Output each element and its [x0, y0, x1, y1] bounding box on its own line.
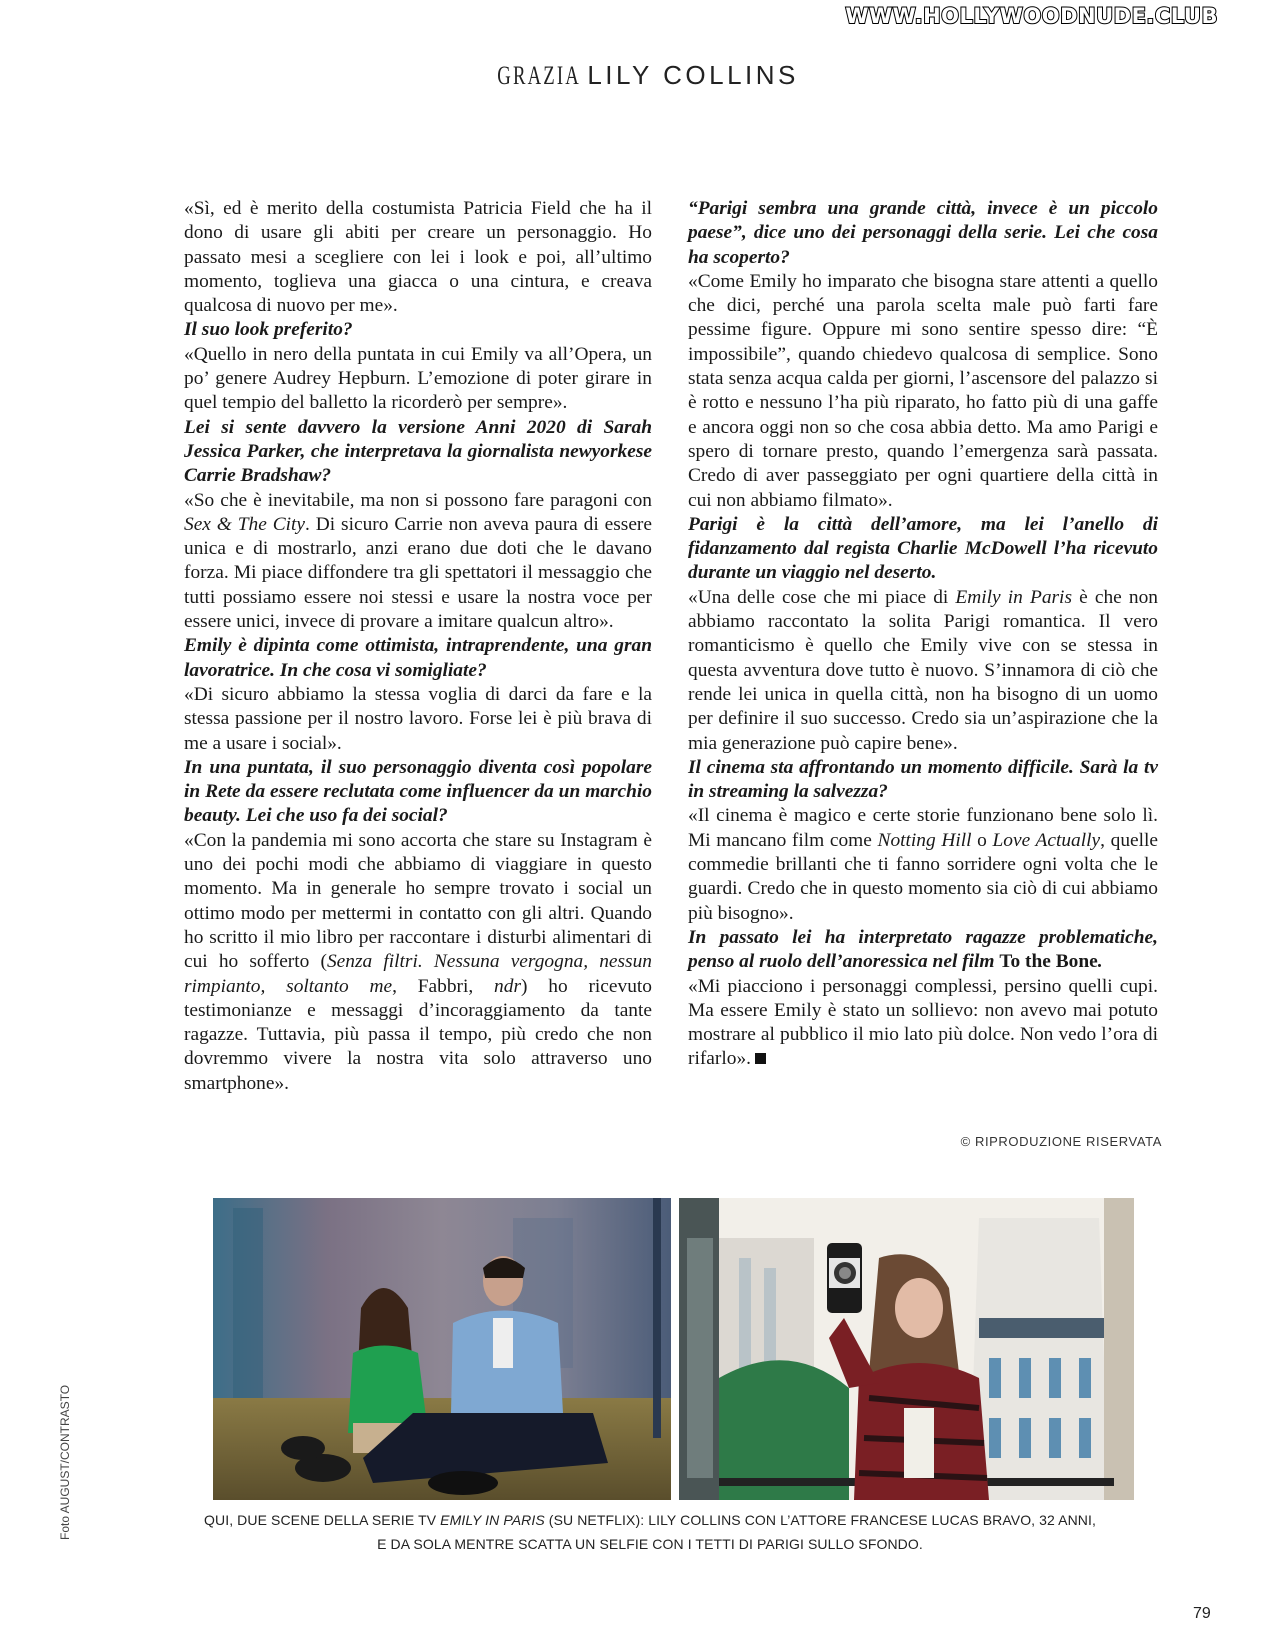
caption-line-2: E DA SOLA MENTRE SCATTA UN SELFIE CON I TETTI DI PARIGI SULLO SFONDO. — [377, 1536, 923, 1552]
text-run: «Una delle cose che mi piace di — [688, 586, 956, 608]
show-title: Emily in Paris — [955, 586, 1072, 608]
photo-credit: Foto AUGUST/CONTRASTO — [58, 1384, 72, 1540]
answer-paragraph — [688, 975, 1158, 1072]
article-subject: LILY COLLINS — [587, 60, 799, 90]
question-paragraph: Il cinema sta affrontando un momento difficile. Sarà la tv in streaming la salvezza? — [688, 756, 1158, 803]
text-run: «So che è inevitabile, ma non si possono fare paragoni con — [184, 489, 652, 511]
answer-paragraph: «Sì, ed è merito della costumista Patricia Field che ha il dono di usare gli abiti per creare un personaggio. Ho passato mesi a scegliere con lei i look e poi, all’ultimo momento, toglieva una giacca o una cintura, e creava qualcosa di nuovo per me». — [184, 198, 652, 317]
text-run: «Il cinema è magico e certe storie funzionano bene solo lì. Mi mancano film come — [688, 805, 1158, 851]
photo-selfie-scene-image — [679, 1198, 1134, 1500]
photo-sitting-scene — [213, 1198, 671, 1500]
text-run: «Mi piacciono i personaggi complessi, persino quelli cupi. Ma essere Emily è stato un sollievo: non avevo mai potuto mostrare al pubblico il mio lato più dolce. Non vedo l’ora di rifarlo». — [688, 975, 1158, 1070]
question-paragraph: Il suo look preferito? — [184, 319, 353, 341]
show-title: Sex & The City — [184, 513, 306, 535]
photo-caption — [190, 1508, 1110, 1556]
text-run: «Con la pandemia mi sono accorta che stare su Instagram è uno dei pochi modi che abbiamo di viaggiare in questo momento. Ma in generale ho sempre trovato i social un ottimo modo per mettermi in contatto con gli altri. Quando ho scritto il mio libro per raccontare i disturbi alimentari di cui ho sofferto ( — [184, 829, 652, 973]
text-run: In passato lei ha interpretato ragazze problematiche, penso al ruolo dell’anoressica nel film — [688, 926, 1158, 973]
text-run: . — [1097, 951, 1103, 973]
question-paragraph: Emily è dipinta come ottimista, intraprendente, una gran lavoratrice. In che cosa vi somigliate? — [184, 635, 652, 681]
answer-paragraph: «Di sicuro abbiamo la stessa voglia di darci da fare e la stessa passione per il nostro lavoro. Forse lei è più brava di me a usare i social». — [184, 683, 652, 754]
editor-note: ndr — [494, 975, 521, 997]
film-title: Notting Hill — [877, 829, 972, 851]
photo-sitting-scene-image — [213, 1198, 671, 1500]
text-run: ) ho ricevuto testimonianze e messaggi d’incoraggiamento da tante ragazze. Tuttavia, più passa il tempo, più credo che non dovremmo vivere la nostra vita solo attraverso uno smartphone». — [184, 975, 652, 1094]
answer-paragraph: «Come Emily ho imparato che bisogna stare attenti a quello che dici, perché una parola scelta male può farti fare pessime figure. Oppure mi sono sentire spesso dire: “È impossibile”, quando chiedevo qualcosa di semplice. Sono stata senza acqua calda per giorni, l’ascensore del palazzo si è rotto e nessuno l’ha più riparato, ho fatto più di una gaffe e ancora oggi non so che cosa abbia detto. Ma amo Parigi e spero di tornare presto, quando l’emergenza sarà passata. Credo di aver passeggiato per ogni quartiere della città in cui non abbiamo filmato». — [688, 270, 1158, 511]
magazine-brand: GRAZIA — [497, 61, 582, 90]
photo-selfie-scene — [679, 1198, 1134, 1500]
text-run: , Fabbri, — [392, 975, 495, 997]
text-run: è che non abbiamo raccontato la solita Parigi romantica. Il vero romanticismo è quello che Emily vive con se stessa in questa avventura dove tutto è nuovo. S’innamora di ciò che rende lei unica in quella città, non ha bisogno di un uomo per definire il suo successo. Credo sia un’aspirazione che la mia generazione può capire bene». — [688, 586, 1158, 754]
question-paragraph: In una puntata, il suo personaggio diventa così popolare in Rete da essere reclutata come influencer da un marchio beauty. Lei che uso fa dei social? — [184, 756, 652, 827]
film-title: To the Bone — [999, 951, 1098, 973]
text-run: (SU NETFLIX): LILY COLLINS CON L’ATTORE FRANCESE LUCAS BRAVO, 32 ANNI, — [544, 1512, 1096, 1528]
text-run: . Di sicuro Carrie non aveva paura di essere unica e di mostrarlo, anzi erano due doti che le davano forza. Mi piace diffondere tra gli spettatori il messaggio che tutti possiamo essere noi stessi e usare la nostra voce per essere unici, invece di provare a imitare qualcun altro». — [184, 513, 652, 633]
film-title: Love Actually — [992, 829, 1101, 851]
article-column-right — [688, 197, 1158, 1072]
answer-paragraph: «Quello in nero della puntata in cui Emily va all’Opera, un po’ genere Audrey Hepburn. L’emozione di poter girare in quel tempio del balletto la ricorderò per sempre». — [184, 343, 652, 414]
site-watermark: WWW.HOLLYWOODNUDE.CLUB — [845, 4, 1218, 28]
text-run: o — [971, 829, 993, 851]
end-of-article-mark — [755, 1053, 766, 1064]
show-title: EMILY IN PARIS — [440, 1512, 545, 1528]
text-run: , quelle commedie brillanti che ti fanno sorridere ogni volta che le guardi. Credo che in questo momento sia ciò di cui abbiamo più bisogno». — [688, 829, 1158, 924]
answer-paragraph — [184, 489, 652, 635]
answer-paragraph — [688, 804, 1158, 925]
answer-paragraph — [688, 586, 1158, 756]
article-column-left — [184, 197, 652, 1096]
question-paragraph: Parigi è la città dell’amore, ma lei l’anello di fidanzamento dal regista Charlie McDowell l’ha ricevuto durante un viaggio nel deserto. — [688, 513, 1158, 584]
answer-paragraph — [184, 829, 652, 1096]
copyright-notice: © RIPRODUZIONE RISERVATA — [960, 1134, 1162, 1149]
question-paragraph: “Parigi sembra una grande città, invece è un piccolo paese”, dice uno dei personaggi della serie. Lei che cosa ha scoperto? — [688, 198, 1158, 268]
page-number: 79 — [1193, 1605, 1211, 1622]
caption-line-1 — [190, 1508, 1110, 1532]
text-run: QUI, DUE SCENE DELLA SERIE TV — [204, 1512, 441, 1528]
question-paragraph — [688, 926, 1158, 975]
page-header — [0, 62, 1280, 89]
book-title: Senza filtri. Nessuna vergogna, nessun rimpianto, soltanto me — [184, 951, 652, 997]
question-paragraph: Lei si sente davvero la versione Anni 2020 di Sarah Jessica Parker, che interpretava la giornalista newyorkese Carrie Bradshaw? — [184, 416, 652, 487]
